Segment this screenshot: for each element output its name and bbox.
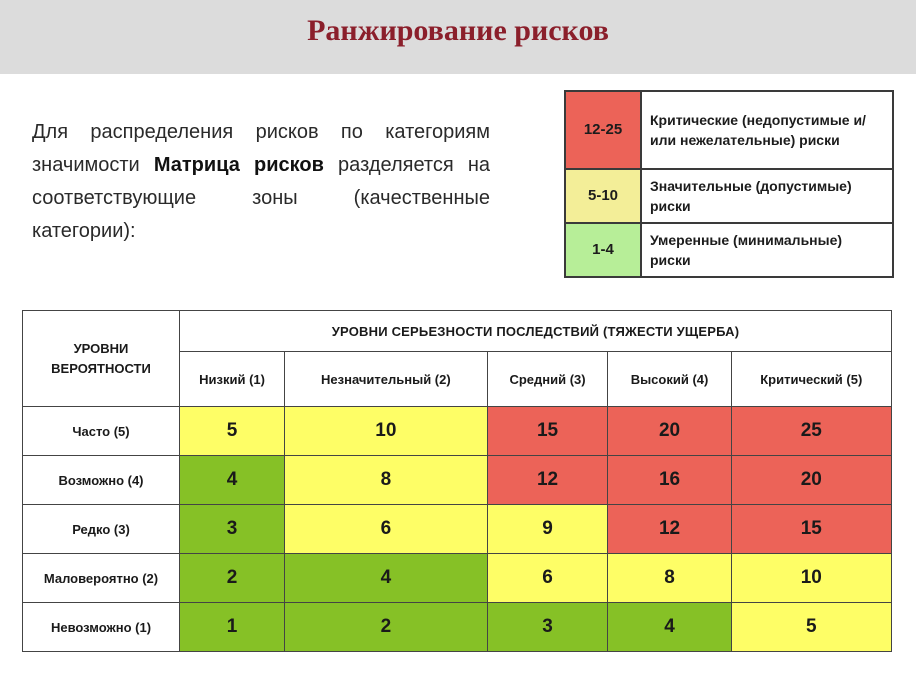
- matrix-cell: 6: [487, 554, 608, 603]
- matrix-row: [23, 603, 892, 652]
- legend-description: Умеренные (минимальные) риски: [641, 223, 893, 277]
- matrix-cell: 6: [285, 505, 488, 554]
- legend-range: 5-10: [565, 169, 641, 223]
- row-header: Редко (3): [23, 505, 180, 554]
- matrix-row: [23, 456, 892, 505]
- legend-description: Критические (недопустимые и/или нежелательные) риски: [641, 91, 893, 169]
- column-header: Средний (3): [487, 352, 608, 407]
- title-bar: [0, 0, 916, 74]
- intro-after: разделяется на соответствующие зоны (качественные категории):: [32, 154, 490, 242]
- intro-bold: Матрица рисков: [153, 154, 324, 176]
- matrix-cell: 10: [285, 407, 488, 456]
- column-header: Незначительный (2): [285, 352, 488, 407]
- matrix-cell: 20: [731, 456, 891, 505]
- matrix-cell: 15: [487, 407, 608, 456]
- column-header: Высокий (4): [608, 352, 731, 407]
- matrix-cell: 10: [731, 554, 891, 603]
- matrix-corner-label: УРОВНИ ВЕРОЯТНОСТИ: [23, 311, 180, 407]
- matrix-cell: 25: [731, 407, 891, 456]
- matrix-cell: 5: [180, 407, 285, 456]
- page-title: Ранжирование рисков: [307, 14, 609, 47]
- matrix-cell: 4: [180, 456, 285, 505]
- matrix-cell: 2: [180, 554, 285, 603]
- row-header: Возможно (4): [23, 456, 180, 505]
- legend-range: 12-25: [565, 91, 641, 169]
- column-header: Критический (5): [731, 352, 891, 407]
- matrix-cell: 4: [608, 603, 731, 652]
- row-header: Маловероятно (2): [23, 554, 180, 603]
- matrix-cell: 8: [285, 456, 488, 505]
- legend-description: Значительные (допустимые) риски: [641, 169, 893, 223]
- risk-legend: [564, 90, 894, 278]
- matrix-cell: 15: [731, 505, 891, 554]
- row-header: Часто (5): [23, 407, 180, 456]
- legend-row-significant: [565, 169, 893, 223]
- matrix-cell: 5: [731, 603, 891, 652]
- matrix-cell: 12: [487, 456, 608, 505]
- matrix-cell: 3: [487, 603, 608, 652]
- matrix-row: [23, 407, 892, 456]
- matrix-cell: 3: [180, 505, 285, 554]
- matrix-cell: 12: [608, 505, 731, 554]
- risk-matrix: [22, 310, 892, 652]
- matrix-row: [23, 554, 892, 603]
- matrix-cell: 4: [285, 554, 488, 603]
- matrix-cell: 8: [608, 554, 731, 603]
- matrix-cell: 9: [487, 505, 608, 554]
- intro-text: [32, 116, 490, 248]
- legend-row-critical: [565, 91, 893, 169]
- severity-header: УРОВНИ СЕРЬЕЗНОСТИ ПОСЛЕДСТВИЙ (ТЯЖЕСТИ УЩЕРБА): [180, 311, 892, 352]
- matrix-cell: 2: [285, 603, 488, 652]
- column-header: Низкий (1): [180, 352, 285, 407]
- matrix-cell: 1: [180, 603, 285, 652]
- matrix-cell: 20: [608, 407, 731, 456]
- legend-range: 1-4: [565, 223, 641, 277]
- matrix-cell: 16: [608, 456, 731, 505]
- matrix-row: [23, 505, 892, 554]
- row-header: Невозможно (1): [23, 603, 180, 652]
- intro-before: Для распределения рисков по категориям значимости: [32, 121, 490, 176]
- legend-row-moderate: [565, 223, 893, 277]
